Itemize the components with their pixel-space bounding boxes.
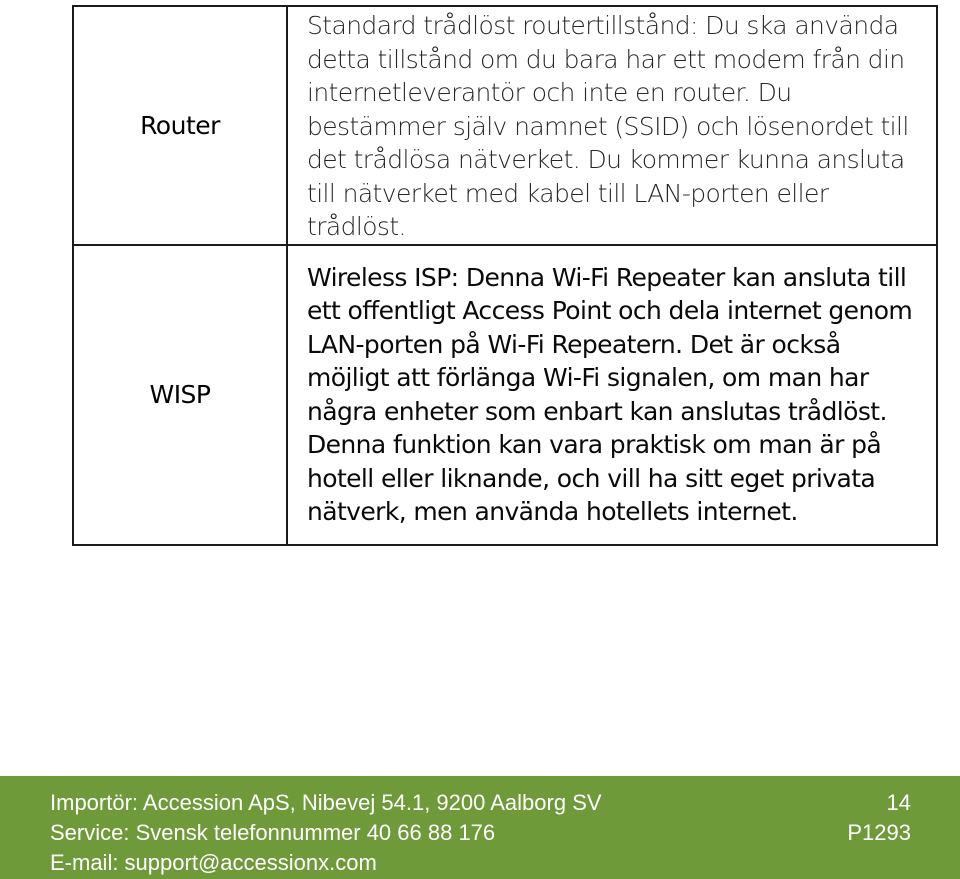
footer-service-phone: Service: Svensk telefonnummer 40 66 88 176 <box>50 820 496 845</box>
footer-email: E-mail: support@accessionx.com <box>50 850 377 875</box>
footer-page-info <box>847 788 911 848</box>
mode-description-wisp: Wireless ISP: Denna Wi-Fi Repeater kan ansluta till ett offentligt Access Point och dela internet genom LAN-porten på Wi-Fi Repeatern. Det är också möjligt att förlänga Wi-Fi signalen, om man har några enheter som enbart kan anslutas trådlöst. Denna funktion kan vara praktisk om man är på hotell eller liknande, och vill ha sitt eget privata nätverk, men använda hotellets internet. <box>287 245 937 545</box>
page-number: 14 <box>886 790 911 815</box>
table-row-router <box>73 6 937 245</box>
page-footer <box>0 776 960 879</box>
table-row-wisp <box>73 245 937 545</box>
footer-contact-info <box>50 788 602 878</box>
operating-mode-table <box>72 5 938 546</box>
mode-name-router: Router <box>73 6 287 245</box>
product-code: P1293 <box>847 820 911 845</box>
mode-name-wisp: WISP <box>73 245 287 545</box>
footer-importer: Importör: Accession ApS, Nibevej 54.1, 9200 Aalborg SV <box>50 790 602 815</box>
mode-description-router: Standard trådlöst routertillstånd: Du ska använda detta tillstånd om du bara har ett modem från din internetleverantör och inte en router. Du bestämmer själv namnet (SSID) och lösenordet till det trådlösa nätverket. Du kommer kunna ansluta till nätverket med kabel till LAN-porten eller trådlöst. <box>287 6 937 245</box>
